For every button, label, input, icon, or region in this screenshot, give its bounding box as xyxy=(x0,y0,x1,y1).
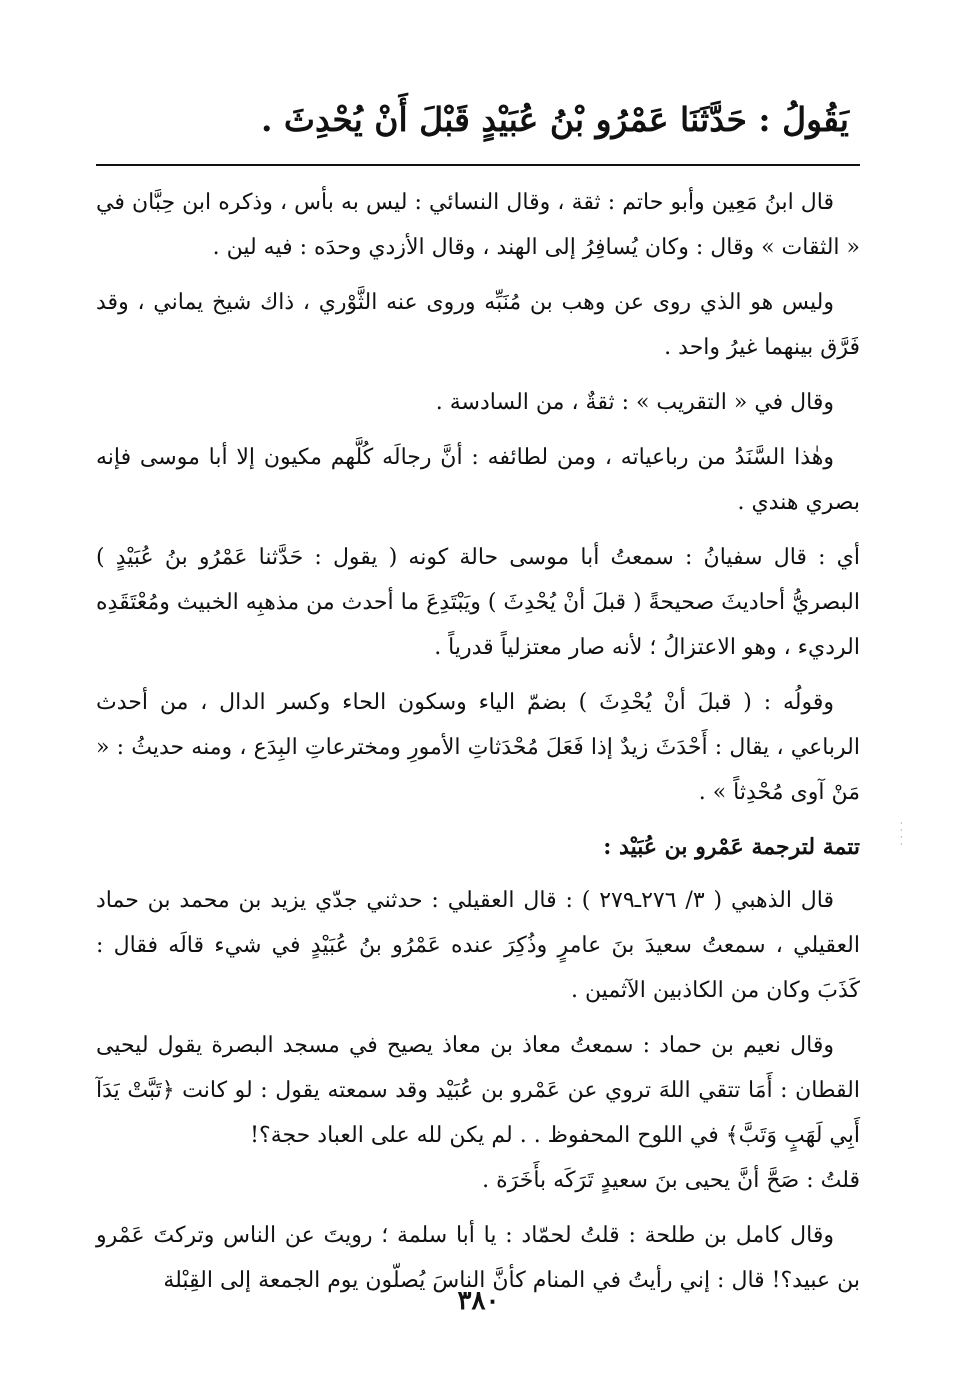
paragraph: وقال نعيم بن حماد : سمعتُ معاذ بن معاذ يصيح في مسجد البصرة يقول ليحيى القطان : أَمَا تتقي اللهَ تروي عن عَمْرو بن عُبَيْد وقد سمعته يقول : لو كانت ﴿تَبَّتْ يَدَآ أَبِي لَهَبٍ وَتَبَّ﴾ في اللوح المحفوظ . . لم يكن لله على العباد حجة؟! xyxy=(96,1033,861,1148)
paragraph: وليس هو الذي روى عن وهب بن مُنَبِّه وروى عنه الثَّوْري ، ذاك شيخ يماني ، وقد فَرَّق بينهما غيرُ واحد . xyxy=(96,290,860,360)
footnote-divider xyxy=(96,164,860,166)
paragraph: وقولُه : ( قبلَ أنْ يُحْدِثَ ) بضمّ الياء وسكون الحاء وكسر الدال ، من أحدث الرباعي ، يقال : أَحْدَثَ زيدٌ إذا فَعَلَ مُحْدَثاتِ الأمورِ ومخترعاتِ البِدَع ، ومنه حديثُ : « مَنْ آوى مُحْدِثاً » . xyxy=(96,690,860,805)
paragraph: قلتُ : صَحَّ أنَّ يحيى بنَ سعيدٍ تَرَكَه بأَخَرَة . xyxy=(482,1168,860,1193)
page-number: ٣٨٠ xyxy=(457,1286,500,1316)
paragraph: وقال كامل بن طلحة : قلتُ لحمّاد : يا أبا سلمة ؛ رويتَ عن الناس وتركتَ عَمْرو بن عبيد؟! قال : إني رأيتُ في المنام كأنَّ الناسَ يُصلّون يوم الجمعة إلى القِبْلة xyxy=(96,1223,860,1293)
paragraph: قال الذهبي ( ٣/ ٢٧٦ـ٢٧٩ ) : قال العقيلي : حدثني جدّي يزيد بن محمد بن حماد العقيلي ، سمعتُ سعيدَ بنَ عامرٍ وذُكِرَ عنده عَمْرُو بنُ عُبَيْدٍ في شيء قالَه فقال : كَذَبَ وكان من الكاذبين الآثمين . xyxy=(96,888,860,1003)
hadith-line: يَقُولُ : حَدَّثَنَا عَمْرُو بْنُ عُبَيْدٍ قَبْلَ أَنْ يُحْدِثَ . xyxy=(260,100,849,139)
paragraph: أي : قال سفيانُ : سمعتُ أبا موسى حالة كونه ( يقول : حَدَّثنا عَمْرُو بنُ عُبَيْدٍ ) البصريُّ أحاديثَ صحيحةً ( قبلَ أنْ يُحْدِثَ ) ويَبْتَدِعَ ما أحدث من مذهبِه الخبيث ومُعْتَقَدِه الرديء ، وهو الاعتزالُ ؛ لأنه صار معتزلياً قدرياً . xyxy=(96,545,860,660)
section-heading: تتمة لترجمة عَمْرو بن عُبَيْد : xyxy=(603,834,860,860)
paragraph: قال ابنُ مَعِين وأبو حاتم : ثقة ، وقال النسائي : ليس به بأس ، وذكره ابن حِبَّان في « الثقات » وقال : وكان يُسافِرُ إلى الهند ، وقال الأزدي وحدَه : فيه لين . xyxy=(96,190,860,260)
margin-dots: · · · · xyxy=(900,819,903,849)
commentary-body xyxy=(96,180,860,1313)
paragraph: وقال في « التقريب » : ثقةٌ ، من السادسة . xyxy=(435,390,834,415)
paragraph: وهٰذا السَّنَدُ من رباعياته ، ومن لطائفه : أنَّ رجالَه كُلَّهم مكيون إلا أبا موسى فإنه بصري هندي . xyxy=(96,445,860,515)
